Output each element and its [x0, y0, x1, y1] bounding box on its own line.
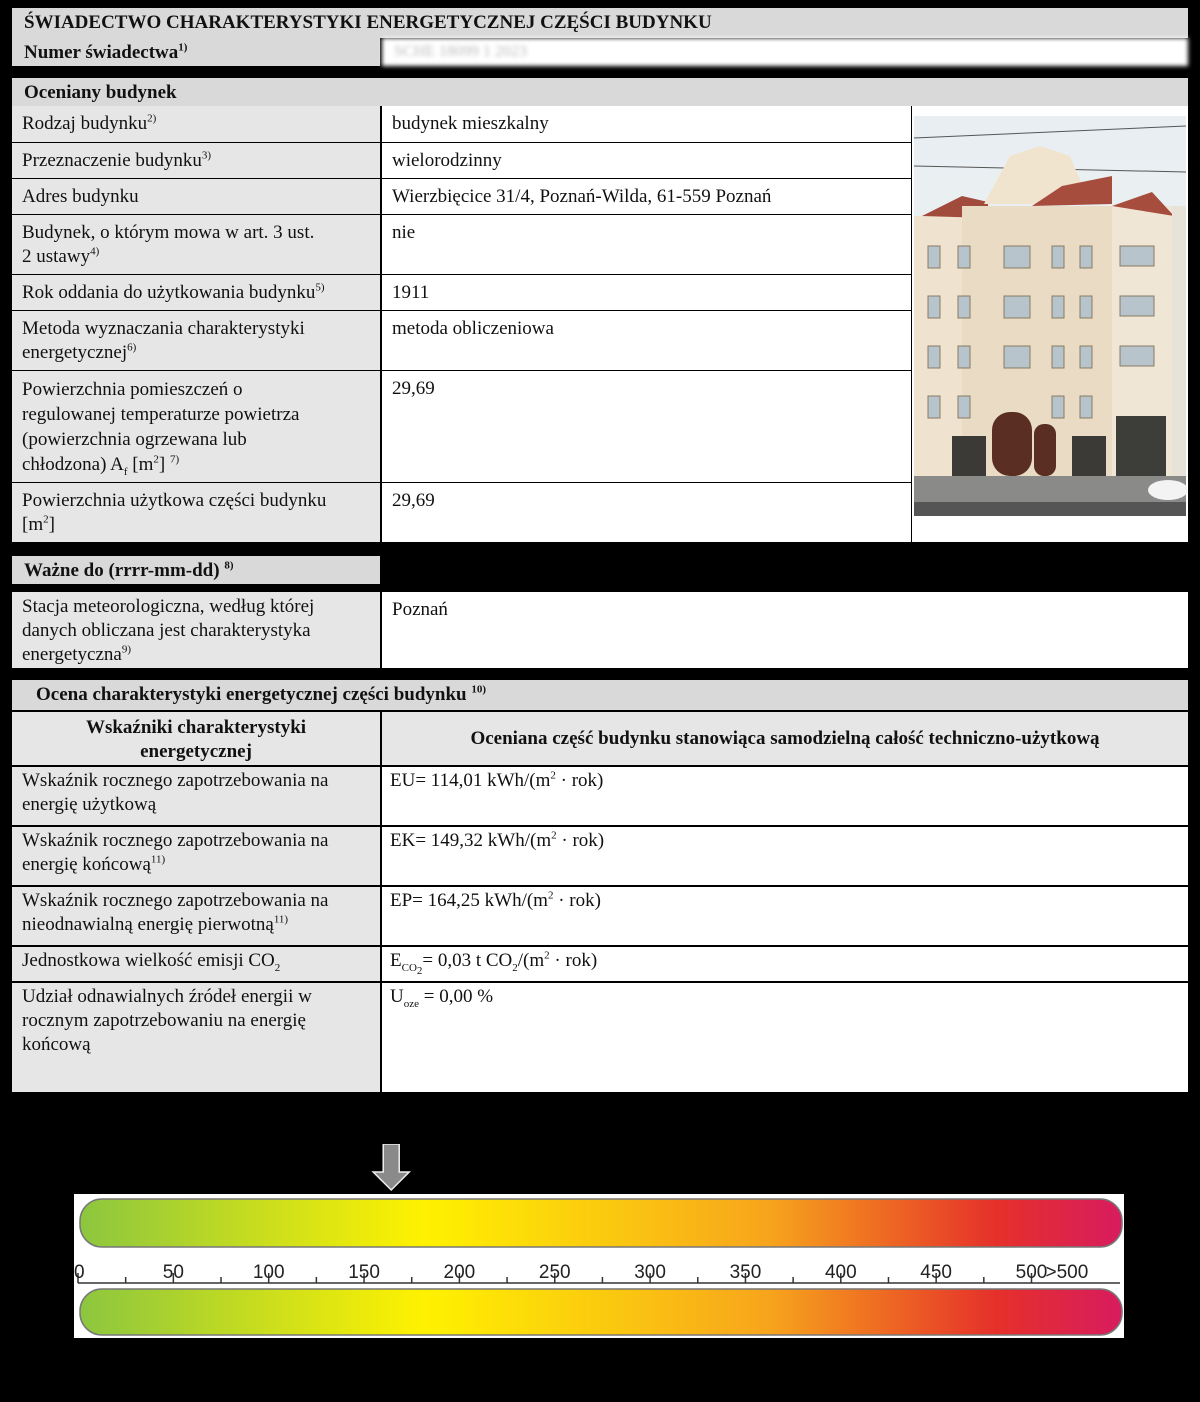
building-address-value: Wierzbięcice 31/4, Poznań-Wilda, 61-559 Poznań	[382, 179, 911, 214]
heated-area-value: 29,69	[382, 371, 911, 482]
building-section-header: Oceniany budynek	[12, 78, 1188, 106]
scale-tick-label: 0	[74, 1262, 85, 1283]
ep-label: Wskaźnik rocznego zapotrzebowania na nieodnawialną energię pierwotną$^{11)}$	[12, 887, 380, 945]
ek-value: EK= 149,32 kWh/$(m^2 \cdot rok)$	[382, 827, 1188, 885]
certificate-value: SCHE 18099 1 2023	[382, 38, 1188, 66]
scale-bar-bottom	[80, 1289, 1122, 1335]
scale-tick-label: 250	[538, 1262, 571, 1283]
building-year-label: Rok oddania do użytkowania budynku$^{5)}$	[12, 275, 380, 310]
scale-tick-label: 500	[1015, 1262, 1048, 1283]
building-year-value: 1911	[382, 275, 911, 310]
usable-area-label: Powierzchnia użytkowa części budynku $[m^2]$	[12, 483, 380, 542]
scale-tick-label: 50	[162, 1262, 184, 1283]
building-purpose-value: wielorodzinny	[382, 143, 911, 178]
scale-tick-label: 150	[348, 1262, 380, 1283]
scale-tick-label: 300	[634, 1262, 666, 1283]
scale-tick-label: 200	[443, 1262, 476, 1283]
co2-label: Jednostkowa wielkość emisji $CO_2$	[12, 947, 380, 981]
co2-value: $E_{CO_2}= 0,03$ t $CO_2/(m^2 \cdot rok)$	[382, 947, 1188, 981]
document-title: ŚWIADECTWO CHARAKTERYSTYKI ENERGETYCZNEJ CZĘŚCI BUDYNKU	[12, 8, 1188, 38]
scale-marker-arrow	[373, 1144, 409, 1190]
valid-until-label: Ważne do (rrrr-mm-dd) $^{8)}$	[12, 556, 380, 584]
building-art3-label: Budynek, o którym mowa w art. 3 ust. 2 ustawy$^{4)}$	[12, 215, 380, 274]
oze-value: $U_{oze} = 0,00$ %	[382, 983, 1188, 1092]
meteo-value: Poznań	[382, 592, 1188, 668]
building-type-value: budynek mieszkalny	[382, 106, 911, 142]
scale-tick-label: 350	[729, 1262, 762, 1283]
ep-value: EP= 164,25 kWh/$(m^2 \cdot rok)$	[382, 887, 1188, 945]
eu-label: Wskaźnik rocznego zapotrzebowania na energię użytkową	[12, 767, 380, 825]
scale-tick-label: 400	[824, 1262, 857, 1283]
indicators-col-header: Wskaźniki charakterystyki energetycznej	[12, 712, 380, 765]
energy-scale	[74, 1144, 1124, 1338]
building-type-label: Rodzaj budynku$^{2)}$	[12, 106, 380, 142]
method-value: metoda obliczeniowa	[382, 311, 911, 370]
scale-tick-label: 100	[252, 1262, 285, 1283]
scale-tick-label: 450	[920, 1262, 953, 1283]
assessment-header: Ocena charakterystyki energetycznej części budynku $^{10)}$	[12, 680, 1188, 710]
heated-area-label: Powierzchnia pomieszczeń o regulowanej temperaturze powietrza (powierzchnia ogrzewana lub chłodzona) $A_f$ $[m^2]$ $^{7)}$	[12, 371, 380, 482]
method-label: Metoda wyznaczania charakterystyki energetycznej$^{6)}$	[12, 311, 380, 370]
eu-value: EU= 114,01 kWh/$(m^2 \cdot rok)$	[382, 767, 1188, 825]
building-purpose-label: Przeznaczenie budynku$^{3)}$	[12, 143, 380, 178]
building-photo	[912, 106, 1188, 542]
building-art3-value: nie	[382, 215, 911, 274]
building-address-label: Adres budynku	[12, 179, 380, 214]
evaluated-col-header: Oceniana część budynku stanowiąca samodzielną całość techniczno-użytkową	[382, 712, 1188, 765]
meteo-label: Stacja meteorologiczna, według której danych obliczana jest charakterystyka energetyczna$^{9)}$	[12, 592, 380, 668]
ek-label: Wskaźnik rocznego zapotrzebowania na energię końcową$^{11)}$	[12, 827, 380, 885]
scale-bar-top	[80, 1199, 1122, 1247]
scale-overflow-label: >500	[1045, 1262, 1089, 1283]
certificate-label: Numer świadectwa$^{1)}$	[12, 38, 380, 66]
oze-label: Udział odnawialnych źródeł energii w rocznym zapotrzebowaniu na energię końcową	[12, 983, 380, 1092]
usable-area-value: 29,69	[382, 483, 911, 542]
